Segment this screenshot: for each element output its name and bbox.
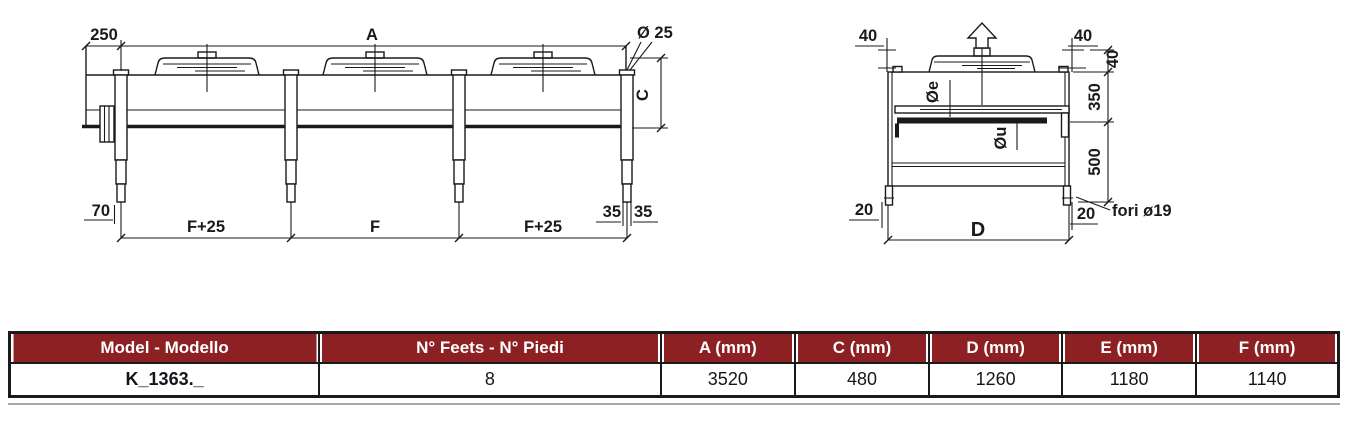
dimensions-table [8,331,1340,405]
feet [114,70,635,238]
dim-label-dia25: Ø 25 [637,24,673,42]
cell-e: 1180 [1062,363,1196,397]
dim-hole-25 [627,24,673,70]
col-header-c: C (mm) [795,333,929,364]
airflow-arrow-icon [968,23,996,48]
cell-f: 1140 [1196,363,1338,397]
dim-C [630,54,668,132]
table-row [10,363,1339,397]
connection-bracket [100,106,114,142]
cell-feet: 8 [319,363,661,397]
dim-label-c: C [634,89,652,101]
dim-40-left [855,27,896,72]
dim-20-left [849,201,882,228]
dim-chain-right [1070,46,1122,206]
dim-label-20-left: 20 [854,201,874,219]
dim-label-40-left: 40 [858,27,878,45]
dim-label-40-vert: 40 [1104,49,1122,69]
side-view-drawing [849,23,1172,244]
dim-label-35-right: 35 [634,203,653,221]
dim-label-35-left: 35 [602,203,621,221]
front-view-drawing [82,24,673,242]
dim-70 [84,202,115,224]
table-next-row-edge [8,403,1340,405]
dim-label-350: 350 [1086,83,1104,111]
side-casing [888,67,1069,187]
dim-label-f25-right: F+25 [523,218,563,236]
dim-label-outlet: Øu [992,126,1010,150]
dim-feet-spacing [117,218,631,242]
side-feet [884,186,1073,205]
dim-label-inlet: Øe [924,80,942,104]
dim-label-250: 250 [90,26,118,44]
dim-label-f25-left: F+25 [186,218,226,236]
col-header-d: D (mm) [929,333,1062,364]
cell-c: 480 [795,363,929,397]
dim-label-40-right: 40 [1073,27,1093,45]
col-header-e: E (mm) [1062,333,1196,364]
dim-20-right [1070,202,1098,230]
dim-label-a: A [366,26,378,44]
table-header-row [10,333,1339,364]
cell-a: 3520 [661,363,795,397]
fans [155,44,595,92]
col-header-f: F (mm) [1196,333,1338,364]
col-header-a: A (mm) [661,333,795,364]
dim-label-20-right: 20 [1076,205,1096,223]
dim-label-500: 500 [1086,148,1104,176]
dim-label-70: 70 [91,202,110,220]
cell-model: K_1363._ [10,363,320,397]
cell-d: 1260 [929,363,1062,397]
dim-label-d: D [970,219,986,241]
holes-note-label: fori ø19 [1112,202,1172,220]
col-header-feet: N° Feets - N° Piedi [319,333,661,364]
dim-D [884,205,1073,244]
col-header-model: Model - Modello [10,333,320,364]
dim-label-f: F [369,218,381,236]
